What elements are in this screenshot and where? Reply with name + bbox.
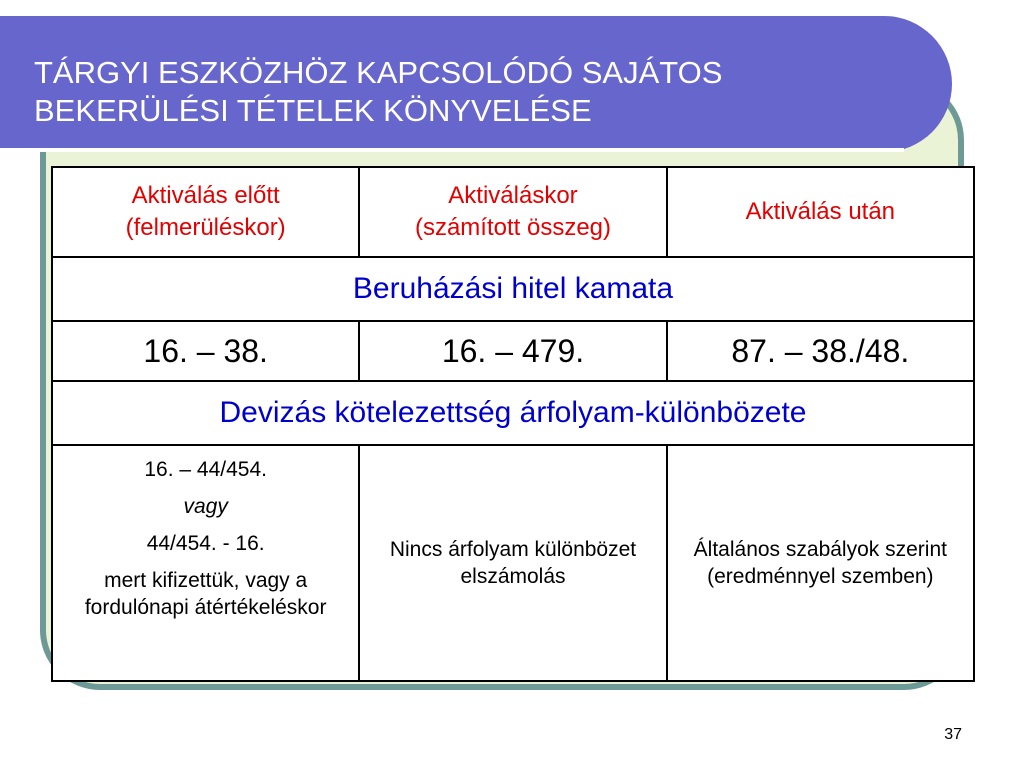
table-row: [52, 445, 974, 681]
title-underline: [0, 148, 904, 152]
cell-after: Általános szabályok szerint (eredménnyel szemben): [667, 445, 974, 681]
cell-before: 16. – 38.: [52, 321, 359, 381]
cell-after: 87. – 38./48.: [667, 321, 974, 381]
header-row: [52, 167, 974, 257]
section-title: Beruházási hitel kamata: [52, 257, 974, 321]
cell-at: Nincs árfolyam különbözet elszámolás: [359, 445, 666, 681]
cell-before: 16. – 44/454. vagy 44/454. - 16. mert kifizettük, vagy a fordulónapi átértékeléskor: [52, 445, 359, 681]
section-title: Devizás kötelezettség árfolyam-különbözete: [52, 381, 974, 445]
section-row-fx-difference: [52, 381, 974, 445]
accounting-table: [51, 166, 975, 682]
title-line-2: BEKERÜLÉSI TÉTELEK KÖNYVELÉSE: [34, 93, 592, 128]
title-line-1: TÁRGYI ESZKÖZHÖZ KAPCSOLÓDÓ SAJÁTOS: [34, 55, 723, 90]
header-after-activation: Aktiválás után: [667, 167, 974, 257]
slide-title: [34, 54, 914, 130]
table-row: [52, 321, 974, 381]
cell-at: 16. – 479.: [359, 321, 666, 381]
header-at-activation: Aktiváláskor (számított összeg): [359, 167, 666, 257]
section-row-loan-interest: [52, 257, 974, 321]
header-before-activation: Aktiválás előtt (felmerüléskor): [52, 167, 359, 257]
page-number: 37: [944, 726, 962, 743]
title-bar: [0, 16, 952, 152]
table-container: [51, 166, 975, 682]
